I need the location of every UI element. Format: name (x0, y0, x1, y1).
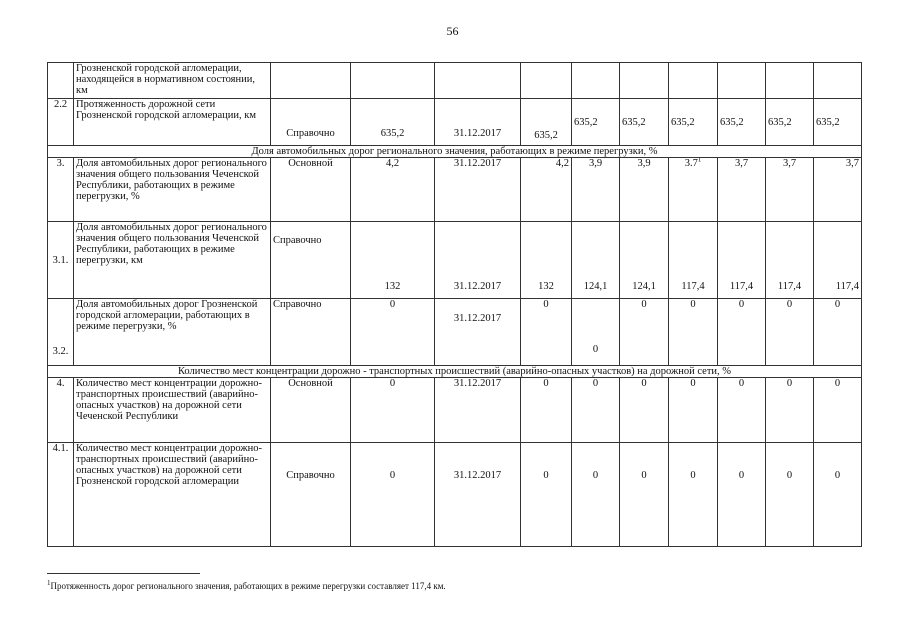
indicator-type: Справочно (271, 222, 351, 299)
base-date: 31.12.2017 (435, 378, 521, 443)
year-value: 0 (766, 378, 814, 443)
indicator-name: Количество мест концентрации дорожно-транспортных происшествий (аварийно-опасных участков) на дорожной сети Грозненской городской агломерации (74, 443, 271, 547)
year-value-with-footnote (669, 158, 718, 222)
year-value: 117,4 (814, 222, 862, 299)
year-value: 0 (620, 299, 669, 366)
year-value: 635,2 (620, 99, 669, 146)
year-value: 635,2 (572, 99, 620, 146)
year-value: 0 (814, 443, 862, 547)
year-value: 4,2 (521, 158, 572, 222)
year-value: 3,7 (718, 158, 766, 222)
footnote (47, 581, 867, 591)
year-value: 3,9 (620, 158, 669, 222)
indicator-type: Основной (271, 158, 351, 222)
row-number: 4. (48, 378, 74, 443)
page-number: 56 (446, 24, 459, 38)
base-value: 0 (351, 299, 435, 366)
year-value: 0 (521, 378, 572, 443)
base-value: 4,2 (351, 158, 435, 222)
footnote-text: Протяженность дорог регионального значения, работающих в режиме перегрузки составляет 117,4 км. (50, 581, 446, 591)
year-value: 635,2 (718, 99, 766, 146)
year-value: 0 (620, 443, 669, 547)
year-value: 0 (718, 299, 766, 366)
year-value: 0 (620, 378, 669, 443)
indicators-table (47, 62, 862, 547)
row-number: 4.1. (48, 443, 74, 547)
year-value: 117,4 (766, 222, 814, 299)
base-value: 0 (351, 378, 435, 443)
base-date: 31.12.2017 (435, 99, 521, 146)
table-row (48, 63, 862, 99)
year-value: 124,1 (572, 222, 620, 299)
row-number: 3.1. (48, 222, 74, 299)
section-row (48, 366, 862, 378)
year-value: 0 (669, 299, 718, 366)
base-date: 31.12.2017 (435, 222, 521, 299)
year-value: 0 (814, 299, 862, 366)
year-value: 117,4 (718, 222, 766, 299)
year-value: 3.7 (684, 158, 698, 169)
base-value: 132 (351, 222, 435, 299)
year-value: 0 (814, 378, 862, 443)
table-row (48, 222, 862, 299)
year-value: 0 (572, 299, 620, 366)
indicator-name: Доля автомобильных дорог регионального значения общего пользования Чеченской Республики, работающих в режиме перегрузки, км (74, 222, 271, 299)
year-value: 0 (572, 443, 620, 547)
year-value: 3,7 (814, 158, 862, 222)
year-value: 0 (572, 378, 620, 443)
year-value: 132 (521, 222, 572, 299)
base-value: 0 (351, 443, 435, 547)
table-row (48, 299, 862, 366)
row-number: 2.2 (48, 99, 74, 146)
footnote-reference: 1 (697, 157, 702, 164)
base-value: 635,2 (351, 99, 435, 146)
row-number: 3.2. (48, 299, 74, 366)
year-value: 0 (766, 299, 814, 366)
year-value: 635,2 (669, 99, 718, 146)
year-value: 635,2 (521, 99, 572, 146)
footnote-separator (47, 573, 200, 574)
year-value: 635,2 (814, 99, 862, 146)
year-value: 0 (669, 378, 718, 443)
table-row (48, 99, 862, 146)
base-date: 31.12.2017 (435, 443, 521, 547)
year-value: 0 (521, 299, 572, 366)
year-value: 0 (718, 378, 766, 443)
year-value: 635,2 (766, 99, 814, 146)
year-value: 0 (766, 443, 814, 547)
indicator-type: Справочно (271, 443, 351, 547)
table-row (48, 443, 862, 547)
row-number: 3. (48, 158, 74, 222)
section-heading: Доля автомобильных дорог регионального значения, работающих в режиме перегрузки, % (48, 146, 862, 158)
section-row (48, 146, 862, 158)
year-value: 0 (521, 443, 572, 547)
indicator-name: Количество мест концентрации дорожно-транспортных происшествий (аварийно-опасных участков) на дорожной сети Чеченской Республики (74, 378, 271, 443)
indicator-name: Протяженность дорожной сети Грозненской городской агломерации, км (74, 99, 271, 146)
indicator-type: Справочно (271, 99, 351, 146)
year-value: 0 (718, 443, 766, 547)
indicator-type: Основной (271, 378, 351, 443)
section-heading: Количество мест концентрации дорожно - транспортных происшествий (аварийно-опасных участков) на дорожной сети, % (48, 366, 862, 378)
footnote-mark: 1 (47, 579, 51, 587)
year-value: 124,1 (620, 222, 669, 299)
year-value: 117,4 (669, 222, 718, 299)
year-value: 3,9 (572, 158, 620, 222)
base-date: 31.12.2017 (435, 158, 521, 222)
base-date: 31.12.2017 (435, 299, 521, 366)
year-value: 0 (669, 443, 718, 547)
indicator-name: Доля автомобильных дорог регионального значения общего пользования Чеченской Республики, работающих в режиме перегрузки, % (74, 158, 271, 222)
year-value: 3,7 (766, 158, 814, 222)
indicator-type: Справочно (271, 299, 351, 366)
table-row (48, 378, 862, 443)
indicator-name: Грозненской городской агломерации, находящейся в нормативном состоянии, км (74, 63, 271, 99)
table-row (48, 158, 862, 222)
indicator-name: Доля автомобильных дорог Грозненской городской агломерации, работающих в режиме перегрузки, % (74, 299, 271, 366)
